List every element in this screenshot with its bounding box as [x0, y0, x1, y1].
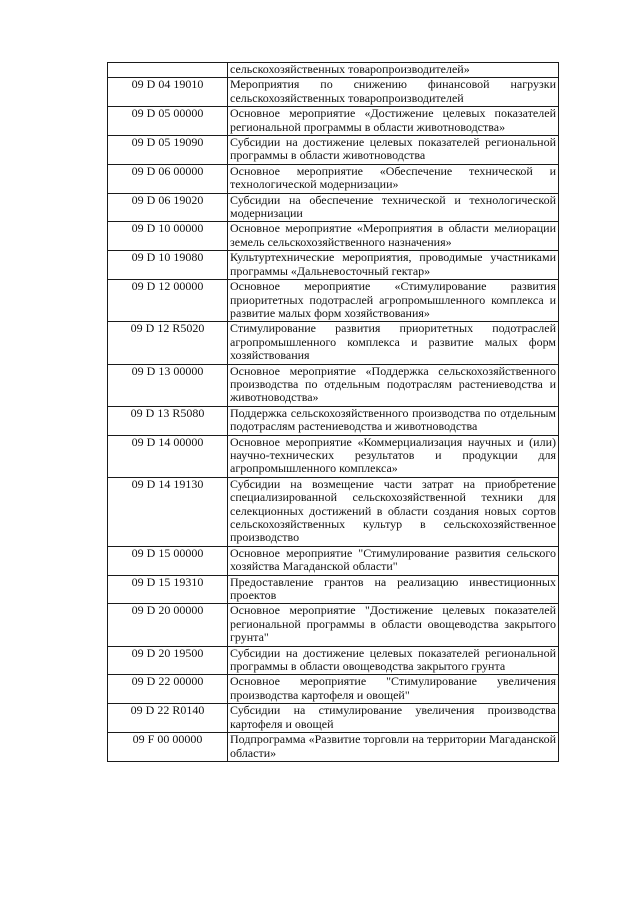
row-code: 09 D 10 00000: [108, 222, 228, 251]
table-row: [108, 280, 559, 322]
row-name: Предоставление грантов на реализацию инвестиционных проектов: [228, 575, 559, 604]
row-name: Субсидии на обеспечение технической и технологической модернизации: [228, 193, 559, 222]
row-code: 09 D 14 19130: [108, 477, 228, 546]
row-code: 09 D 20 00000: [108, 604, 228, 646]
table-row: [108, 136, 559, 165]
table-row: [108, 193, 559, 222]
table-row: [108, 78, 559, 107]
row-name: Субсидии на возмещение части затрат на приобретение специализированной сельскохозяйственной техники для селекционных достижений в области создания новых сортов сельскохозяйственных культур в сельскохозяйственное производство: [228, 477, 559, 546]
row-code: 09 D 06 19020: [108, 193, 228, 222]
table-row: [108, 164, 559, 193]
row-name: Основное мероприятие "Достижение целевых показателей региональной программы в области овощеводства закрытого грунта": [228, 604, 559, 646]
table-row: [108, 251, 559, 280]
table-row: [108, 733, 559, 762]
row-code: 09 D 06 00000: [108, 164, 228, 193]
row-name: Основное мероприятие «Поддержка сельскохозяйственного производства по отдельным подотраслям растениеводства и животноводства»: [228, 364, 559, 406]
table-row: [108, 222, 559, 251]
table-row: [108, 646, 559, 675]
table-row: [108, 63, 559, 78]
row-name: Основное мероприятие «Коммерциализация научных и (или) научно-технических результатов и продукции для агропромышленного комплекса»: [228, 435, 559, 477]
row-code: 09 F 00 00000: [108, 733, 228, 762]
row-name: Культуртехнические мероприятия, проводимые участниками программы «Дальневосточный гектар»: [228, 251, 559, 280]
table-row: [108, 575, 559, 604]
row-code: 09 D 15 19310: [108, 575, 228, 604]
table-row: [108, 546, 559, 575]
row-name: Субсидии на достижение целевых показателей региональной программы в области животноводства: [228, 136, 559, 165]
table-row: [108, 477, 559, 546]
table-row: [108, 604, 559, 646]
row-name: Подпрограмма «Развитие торговли на территории Магаданской области»: [228, 733, 559, 762]
row-code: 09 D 13 R5080: [108, 406, 228, 435]
row-name: Основное мероприятие «Стимулирование развития приоритетных подотраслей агропромышленного комплекса и развитие малых форм хозяйствования»: [228, 280, 559, 322]
row-code: 09 D 13 00000: [108, 364, 228, 406]
row-name: Основное мероприятие "Стимулирование увеличения производства картофеля и овощей": [228, 675, 559, 704]
row-code: 09 D 10 19080: [108, 251, 228, 280]
row-code: 09 D 12 R5020: [108, 322, 228, 364]
row-code: 09 D 22 00000: [108, 675, 228, 704]
row-name: сельскохозяйственных товаропроизводителей»: [228, 63, 559, 78]
table-row: [108, 322, 559, 364]
row-code: 09 D 12 00000: [108, 280, 228, 322]
table-row: [108, 704, 559, 733]
row-name: Основное мероприятие "Стимулирование развития сельского хозяйства Магаданской области": [228, 546, 559, 575]
row-name: Основное мероприятие «Мероприятия в области мелиорации земель сельскохозяйственного назначения»: [228, 222, 559, 251]
row-code: 09 D 05 00000: [108, 107, 228, 136]
table-row: [108, 107, 559, 136]
row-code: 09 D 05 19090: [108, 136, 228, 165]
row-name: Основное мероприятие «Обеспечение технической и технологической модернизации»: [228, 164, 559, 193]
table-row: [108, 435, 559, 477]
row-name: Поддержка сельскохозяйственного производства по отдельным подотраслям растениеводства и животноводства: [228, 406, 559, 435]
table-body: [108, 63, 559, 762]
table-row: [108, 364, 559, 406]
table-row: [108, 406, 559, 435]
row-name: Основное мероприятие «Достижение целевых показателей региональной программы в области животноводства»: [228, 107, 559, 136]
row-code: [108, 63, 228, 78]
row-name: Мероприятия по снижению финансовой нагрузки сельскохозяйственных товаропроизводителей: [228, 78, 559, 107]
row-code: 09 D 04 19010: [108, 78, 228, 107]
row-name: Стимулирование развития приоритетных подотраслей агропромышленного комплекса и развитие малых форм хозяйствования: [228, 322, 559, 364]
row-code: 09 D 15 00000: [108, 546, 228, 575]
row-code: 09 D 22 R0140: [108, 704, 228, 733]
budget-classification-table: [107, 62, 559, 762]
row-code: 09 D 20 19500: [108, 646, 228, 675]
row-name: Субсидии на достижение целевых показателей региональной программы в области овощеводства закрытого грунта: [228, 646, 559, 675]
row-code: 09 D 14 00000: [108, 435, 228, 477]
table-row: [108, 675, 559, 704]
row-name: Субсидии на стимулирование увеличения производства картофеля и овощей: [228, 704, 559, 733]
